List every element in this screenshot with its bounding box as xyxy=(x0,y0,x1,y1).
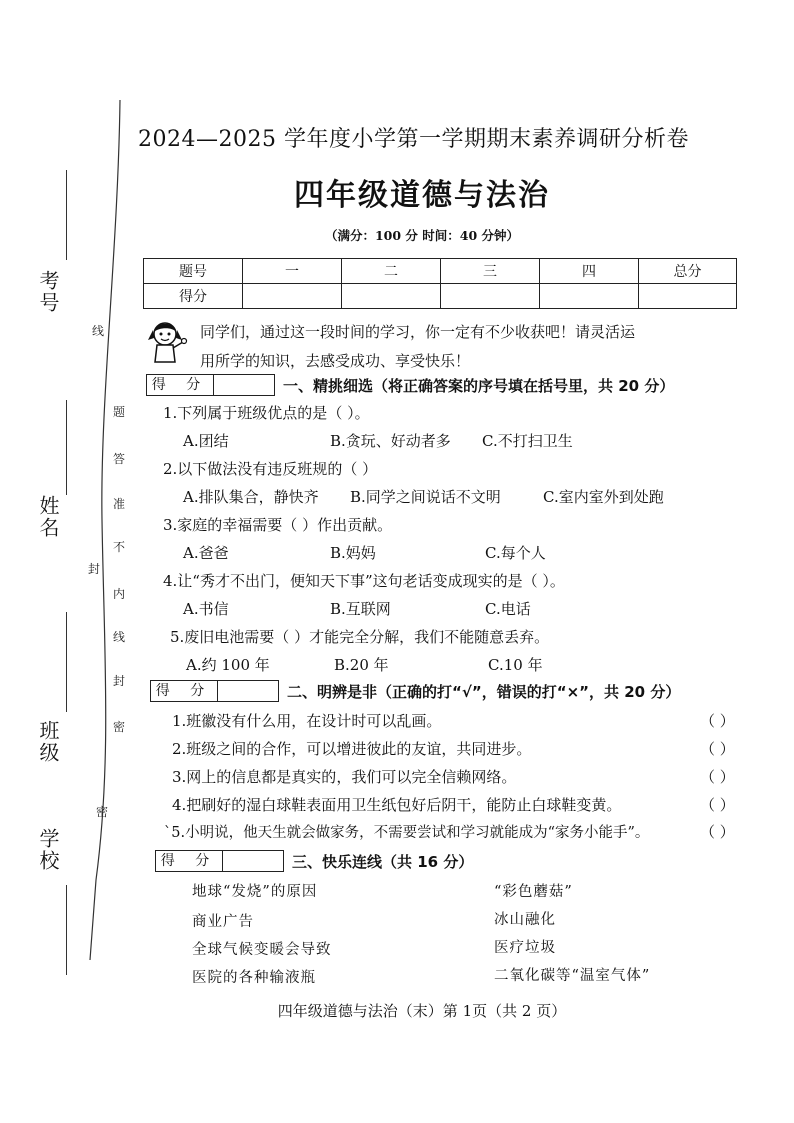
notice-char: 内 xyxy=(113,587,126,601)
match-left-item[interactable]: 全球气候变暖会导致 xyxy=(192,942,332,958)
option: C.电话 xyxy=(485,600,531,618)
score-box-label: 得 分 xyxy=(151,681,218,701)
section-2-header xyxy=(150,680,680,702)
option: B.互联网 xyxy=(330,600,391,618)
match-right-item[interactable]: 医疗垃圾 xyxy=(494,940,556,956)
option: C.室内室外到处跑 xyxy=(543,488,664,506)
class-label: 班级 xyxy=(36,720,60,764)
score-input-cell[interactable] xyxy=(342,284,441,309)
option: C.不打扫卫生 xyxy=(482,432,573,450)
option: B.妈妈 xyxy=(330,544,376,562)
score-box-value[interactable] xyxy=(214,375,274,395)
notice-char: 准 xyxy=(113,497,126,511)
page-footer: 四年级道德与法治（末）第 1页（共 2 页） xyxy=(277,1002,567,1020)
answer-paren[interactable]: （ ） xyxy=(700,740,735,758)
score-box-value[interactable] xyxy=(223,851,283,871)
score-input-cell[interactable] xyxy=(540,284,639,309)
score-table xyxy=(143,258,737,309)
score-table-cell: 二 xyxy=(342,259,441,284)
section-3-score-box xyxy=(155,850,284,872)
notice-char: 线 xyxy=(113,630,126,644)
score-table-cell: 一 xyxy=(243,259,342,284)
section-1-header xyxy=(146,374,674,396)
section-3-title: 三、快乐连线（共 16 分） xyxy=(292,852,474,871)
seal-text-line: 线 xyxy=(92,324,105,338)
match-left-item[interactable]: 地球“发烧”的原因 xyxy=(192,884,318,900)
score-input-cell[interactable] xyxy=(243,284,342,309)
section-2-title: 二、明辨是非（正确的打“√”，错误的打“×”，共 20 分） xyxy=(287,682,681,701)
match-right-item[interactable]: 二氧化碳等“温室气体” xyxy=(494,968,651,984)
answer-paren[interactable]: （ ） xyxy=(700,768,735,786)
option: A.团结 xyxy=(183,432,229,450)
question-stem: 3.家庭的幸福需要（ ）作出贡献。 xyxy=(163,516,393,534)
answer-paren[interactable]: （ ） xyxy=(700,712,735,730)
section-2-score-box xyxy=(150,680,279,702)
name-label: 姓名 xyxy=(36,495,60,539)
score-table-cell: 题号 xyxy=(144,259,243,284)
intro-line-1: 同学们，通过这一段时间的学习，你一定有不少收获吧！请灵活运 xyxy=(200,323,636,341)
match-right-item[interactable]: 冰山融化 xyxy=(494,912,556,928)
score-box-label: 得 分 xyxy=(147,375,214,395)
option: B.同学之间说话不文明 xyxy=(350,488,501,506)
notice-char: 题 xyxy=(113,405,126,419)
question-stem: 5.废旧电池需要（ ）才能完全分解，我们不能随意丢弃。 xyxy=(170,628,550,646)
exam-no-label: 考号 xyxy=(36,270,60,314)
judgement-item: 3.网上的信息都是真实的，我们可以完全信赖网络。 xyxy=(172,768,517,786)
score-input-cell[interactable] xyxy=(441,284,540,309)
score-table-score-row xyxy=(144,284,737,309)
notice-char: 密 xyxy=(113,720,126,734)
section-3-header xyxy=(155,850,473,872)
score-table-cell: 三 xyxy=(441,259,540,284)
cartoon-girl-icon xyxy=(143,318,191,366)
score-box-label: 得 分 xyxy=(156,851,223,871)
judgement-item: `5.小明说，他天生就会做家务，不需要尝试和学习就能成为“家务小能手”。 xyxy=(164,825,650,841)
question-stem: 1.下列属于班级优点的是（ ）。 xyxy=(163,404,370,422)
option: A.排队集合，静快齐 xyxy=(183,488,319,506)
notice-char: 答 xyxy=(113,452,126,466)
judgement-item: 1.班徽没有什么用，在设计时可以乱画。 xyxy=(172,712,442,730)
notice-char: 封 xyxy=(113,674,126,688)
exam-subtitle: （满分：100 分 时间：40 分钟） xyxy=(324,228,520,243)
intro-text xyxy=(200,318,745,376)
match-left-item[interactable]: 商业广告 xyxy=(192,914,254,930)
seal-text-feng: 封 xyxy=(88,562,101,576)
option: A.书信 xyxy=(183,600,229,618)
option: C.10 年 xyxy=(488,656,543,674)
option: B.20 年 xyxy=(334,656,389,674)
option: C.每个人 xyxy=(485,544,546,562)
intro-line-2: 用所学的知识，去感受成功、享受快乐！ xyxy=(200,352,471,370)
score-table-cell: 四 xyxy=(540,259,639,284)
option: A.约 100 年 xyxy=(186,656,270,674)
score-box-value[interactable] xyxy=(218,681,278,701)
school-label: 学校 xyxy=(36,828,60,872)
judgement-item: 4.把刷好的湿白球鞋表面用卫生纸包好后阴干，能防止白球鞋变黄。 xyxy=(172,796,622,814)
section-1-title: 一、精挑细选（将正确答案的序号填在括号里，共 20 分） xyxy=(283,376,675,395)
question-stem: 4.让“秀才不出门，便知天下事”这句老话变成现实的是（ ）。 xyxy=(163,572,565,590)
option: B.贪玩、好动者多 xyxy=(330,432,451,450)
score-table-header-row xyxy=(144,259,737,284)
notice-char: 不 xyxy=(113,540,126,554)
option: A.爸爸 xyxy=(183,544,229,562)
match-left-item[interactable]: 医院的各种输液瓶 xyxy=(192,970,316,986)
exam-title-main: 四年级道德与法治 xyxy=(294,178,550,213)
judgement-item: 2.班级之间的合作，可以增进彼此的友谊，共同进步。 xyxy=(172,740,532,758)
exam-title-top: 2024—2025 学年度小学第一学期期末素养调研分析卷 xyxy=(138,127,689,152)
score-table-cell: 总分 xyxy=(639,259,737,284)
section-1-score-box xyxy=(146,374,275,396)
match-right-item[interactable]: “彩色蘑菇” xyxy=(494,884,573,900)
answer-paren[interactable]: （ ） xyxy=(700,796,735,814)
answer-paren[interactable]: （ ） xyxy=(700,823,735,841)
seal-text-mi: 密 xyxy=(96,805,109,819)
question-stem: 2.以下做法没有违反班规的（ ） xyxy=(163,460,378,478)
score-table-cell: 得分 xyxy=(144,284,243,309)
score-input-cell[interactable] xyxy=(639,284,737,309)
